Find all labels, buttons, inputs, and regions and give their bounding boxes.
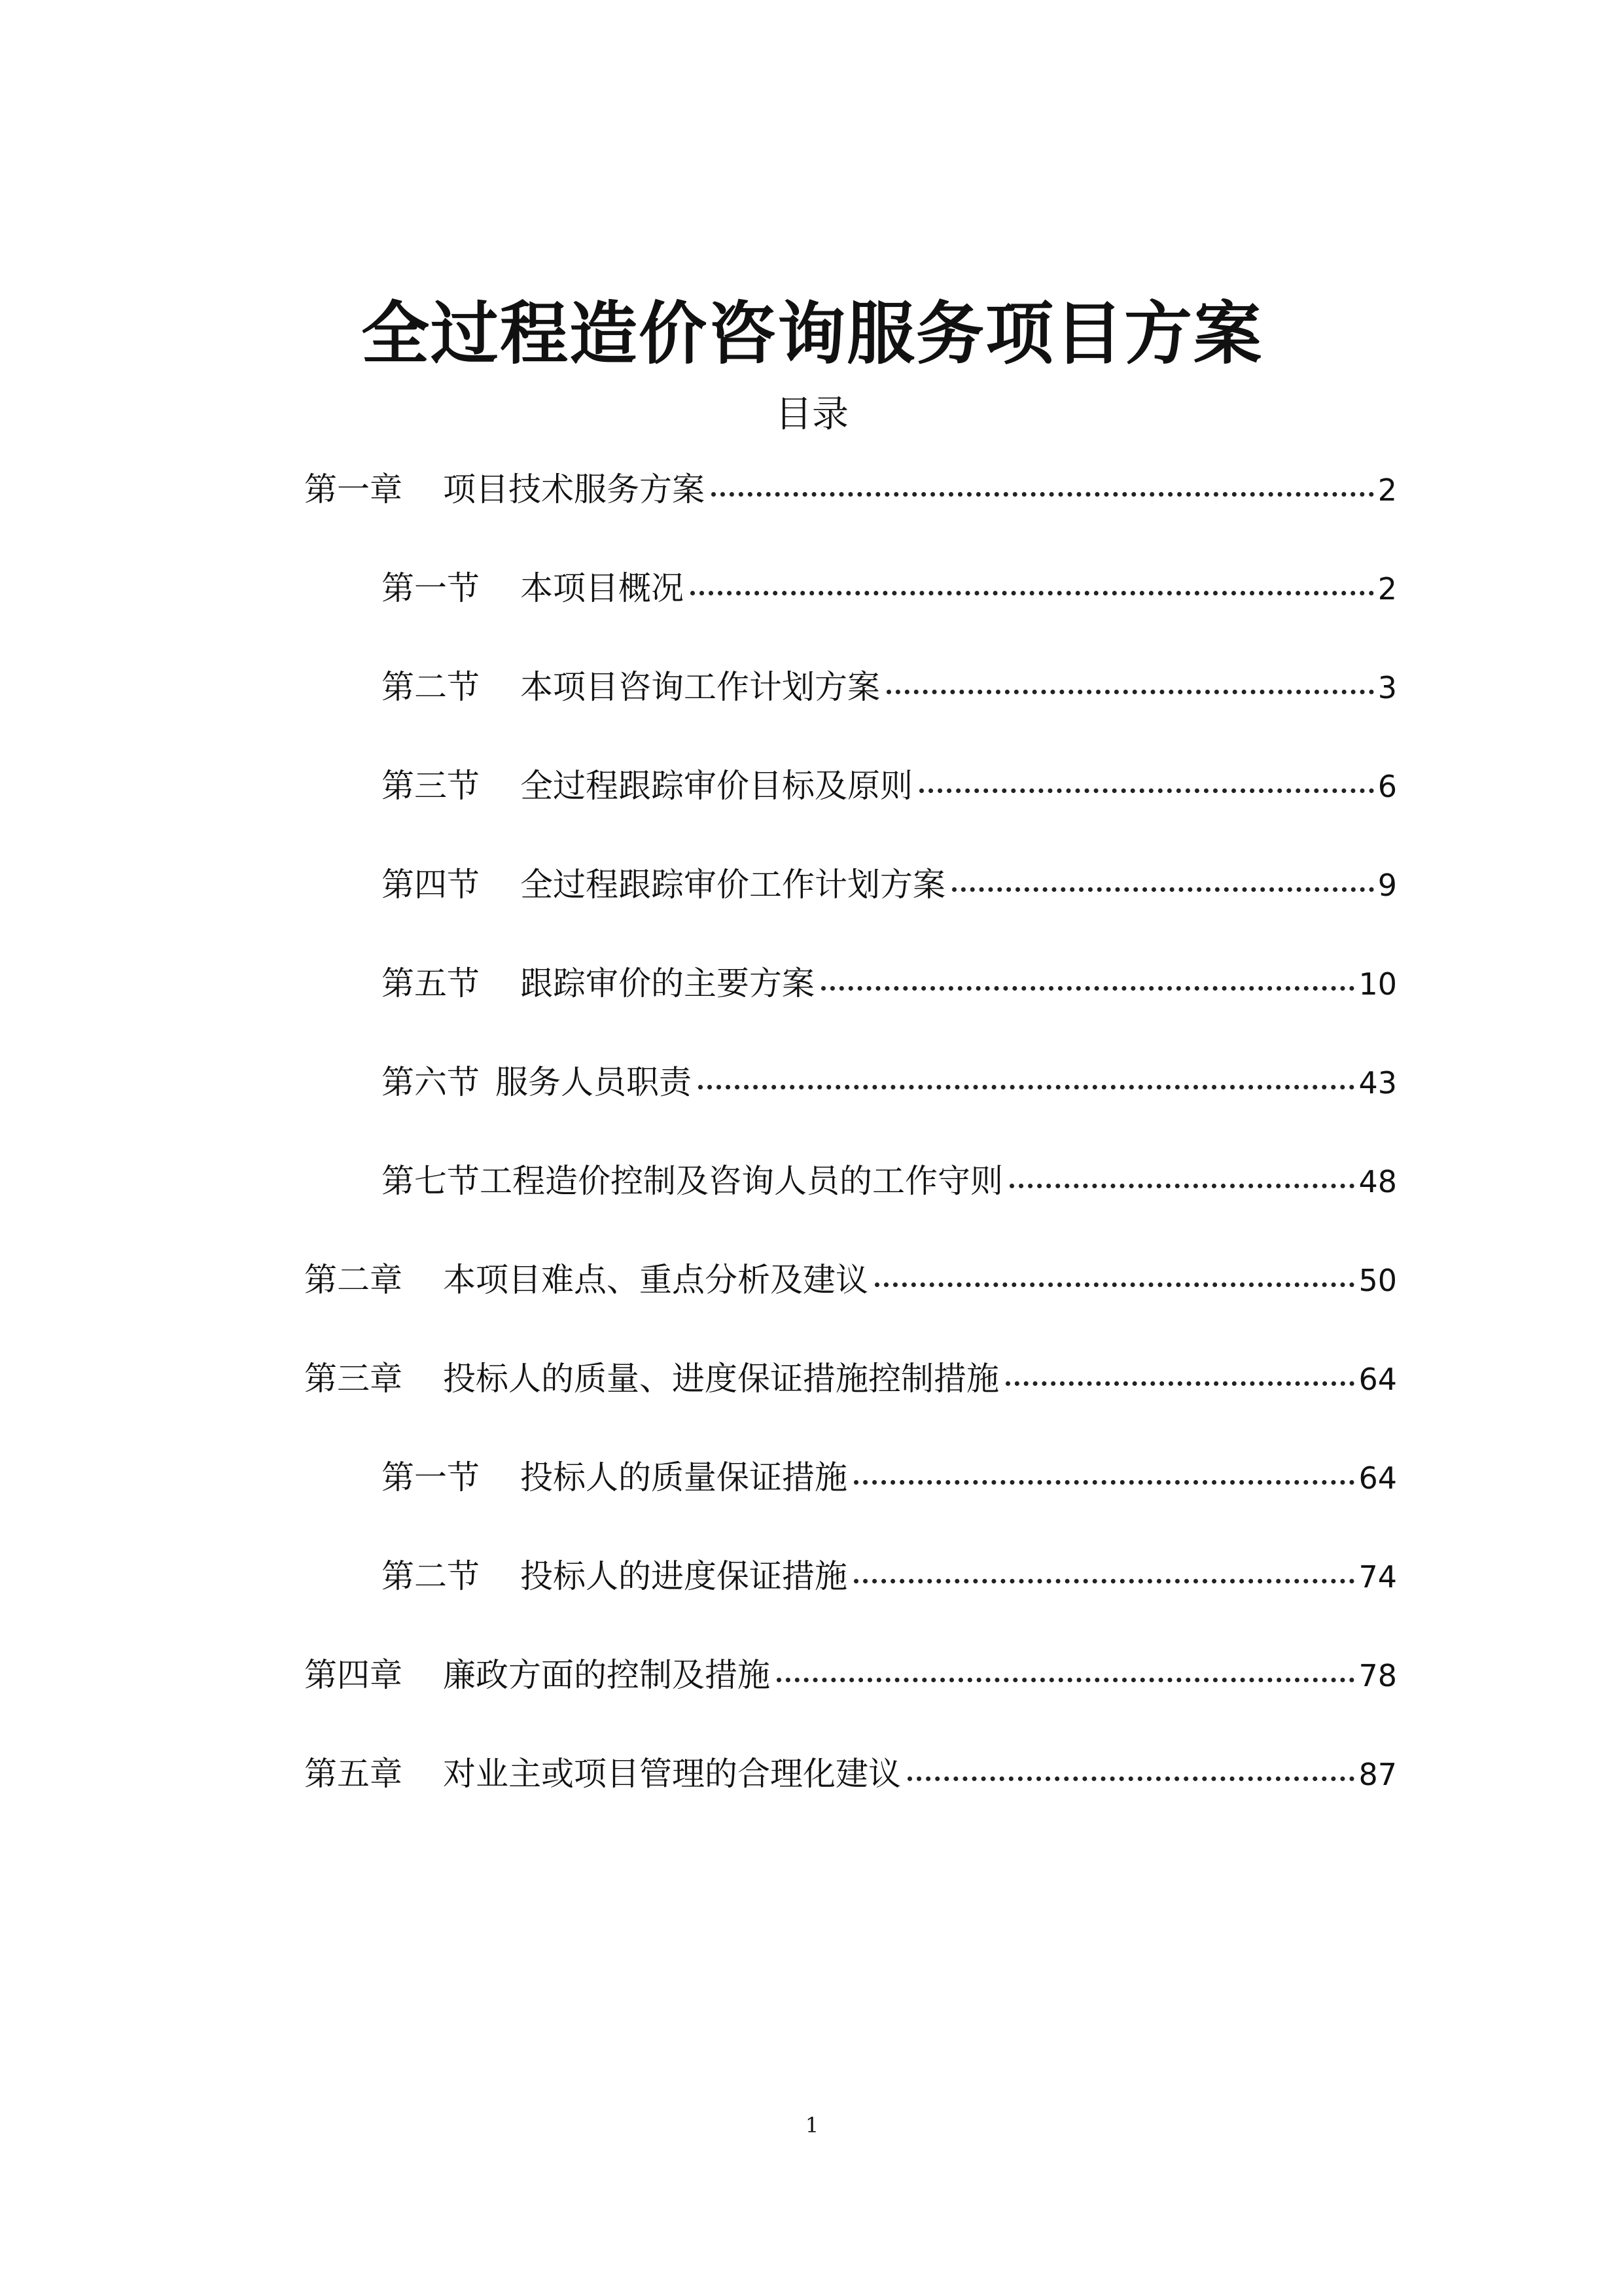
toc-entry-chapter-4[interactable] [304,1650,1397,1749]
toc-entry-title: 对业主或项目管理的合理化建议 [443,1755,901,1793]
toc-entry-label [381,959,815,1008]
toc-dot-leader [1010,1184,1354,1188]
toc-entry-label [381,1057,692,1107]
toc-entry-label [304,1255,868,1305]
toc-entry-number: 第五节 [381,964,480,1002]
toc-entry-number: 第二节 [381,668,480,706]
toc-page-number: 9 [1377,868,1397,903]
toc-dot-leader [854,1579,1354,1583]
toc-dot-leader [908,1776,1354,1781]
toc-dot-leader [777,1678,1354,1682]
toc-page-number: 3 [1377,670,1397,705]
toc-entry-number: 第二章 [304,1261,402,1299]
toc-page-number: 2 [1377,571,1397,607]
toc-entry-section-3-1[interactable] [304,1453,1397,1551]
toc-entry-section-1-7[interactable] [304,1156,1397,1255]
toc-entry-section-1-2[interactable] [304,662,1397,761]
toc-page-number: 64 [1358,1362,1397,1397]
toc-dot-leader [1006,1381,1354,1386]
toc-entry-section-1-4[interactable] [304,860,1397,959]
toc-entry-number: 第二节 [381,1557,480,1595]
toc-entry-title: 工程造价控制及咨询人员的工作守则 [480,1162,1003,1200]
toc-entry-label [381,662,880,712]
toc-page-number: 2 [1377,472,1397,508]
toc-entry-section-1-1[interactable] [304,563,1397,662]
toc-entry-number: 第三章 [304,1360,402,1398]
toc-entry-title: 项目技术服务方案 [443,470,705,508]
toc-dot-leader [698,1085,1354,1089]
toc-entry-title: 本项目咨询工作计划方案 [520,668,880,706]
toc-dot-leader [887,690,1374,694]
toc-dot-leader [919,788,1374,793]
toc-dot-leader [711,492,1374,497]
toc-entry-number: 第七节 [381,1162,480,1200]
toc-page-number: 6 [1377,769,1397,804]
toc-entry-label [381,1156,1003,1206]
toc-page-number: 87 [1358,1757,1397,1792]
toc-entry-label [381,1453,847,1502]
toc-entry-title: 廉政方面的控制及措施 [443,1656,770,1694]
toc-dot-leader [875,1282,1354,1287]
toc-entry-title: 跟踪审价的主要方案 [520,964,815,1002]
toc-entry-number: 第一节 [381,1458,480,1496]
toc-dot-leader [952,887,1374,892]
toc-entry-title: 服务人员职责 [495,1063,692,1101]
toc-page-number: 64 [1358,1460,1397,1496]
toc-entry-section-1-6[interactable] [304,1057,1397,1156]
toc-entry-number: 第六节 [381,1063,480,1101]
toc-entry-section-1-3[interactable] [304,761,1397,860]
toc-page-number: 10 [1358,966,1397,1002]
toc-entry-section-1-5[interactable] [304,959,1397,1057]
toc-entry-title: 本项目难点、重点分析及建议 [443,1261,868,1299]
toc-entry-title: 投标人的进度保证措施 [520,1557,847,1595]
toc-entry-label [304,1650,770,1700]
toc-page-number: 48 [1358,1164,1397,1199]
toc-entry-chapter-2[interactable] [304,1255,1397,1354]
toc-entry-chapter-5[interactable] [304,1749,1397,1848]
toc-entry-number: 第一章 [304,470,402,508]
toc-page-number: 43 [1358,1065,1397,1101]
toc-entry-number: 第五章 [304,1755,402,1793]
toc-entry-title: 投标人的质量、进度保证措施控制措施 [443,1360,999,1398]
toc-entry-label [381,761,913,811]
page-number: 1 [805,2113,819,2138]
toc-entry-label [381,1551,847,1601]
toc-heading: 目录 [775,393,849,436]
toc-entry-title: 本项目概况 [520,569,684,607]
toc-entry-title: 全过程跟踪审价工作计划方案 [520,866,945,904]
toc-entry-number: 第三节 [381,767,480,805]
toc-dot-leader [854,1480,1354,1485]
toc-entry-section-3-2[interactable] [304,1551,1397,1650]
document-title: 全过程造价咨询服务项目方案 [361,292,1263,374]
toc-page-number: 50 [1358,1263,1397,1298]
toc-entry-number: 第一节 [381,569,480,607]
toc-entry-number: 第四节 [381,866,480,904]
toc-dot-leader [821,986,1354,991]
toc-entry-label [381,563,684,613]
toc-entry-title: 全过程跟踪审价目标及原则 [520,767,913,805]
toc-entry-label [304,1354,999,1404]
toc-entry-chapter-1[interactable] [304,465,1397,563]
toc-entry-label [381,860,945,910]
toc-entry-chapter-3[interactable] [304,1354,1397,1453]
toc-page-number: 74 [1358,1559,1397,1595]
toc-page-number: 78 [1358,1658,1397,1693]
toc-entry-number: 第四章 [304,1656,402,1694]
toc-entry-label [304,465,705,514]
toc-entry-title: 投标人的质量保证措施 [520,1458,847,1496]
toc-entry-label [304,1749,901,1799]
toc-dot-leader [690,591,1374,595]
table-of-contents [304,465,1397,1848]
